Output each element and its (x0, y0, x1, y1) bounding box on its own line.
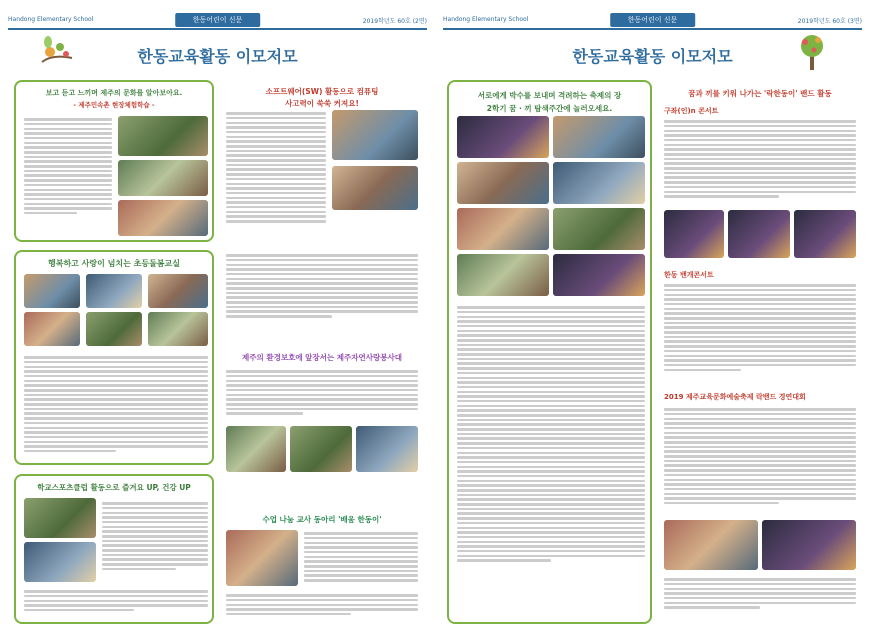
article-photo (664, 210, 724, 258)
article-body (24, 354, 208, 455)
article-photo (332, 110, 418, 160)
article-title: 수업 나눔 교사 동아리 '배움 한동이' (262, 515, 382, 524)
article-body (664, 282, 856, 373)
article-photo (728, 210, 790, 258)
article-photo (24, 274, 80, 308)
article-body (304, 530, 418, 584)
article-title: 제주의 환경보호에 앞장서는 제주자연사랑봉사대 (242, 353, 402, 362)
article-photo (457, 208, 549, 250)
article-subtitle: 사고력이 쑥쑥 커져요! (285, 99, 359, 108)
article-body (102, 500, 208, 573)
article-photo (24, 498, 96, 538)
article-photo (553, 116, 645, 158)
newspaper-title: 한동어린이 신문 (610, 13, 696, 27)
article-body (664, 406, 856, 507)
article-photo (794, 210, 856, 258)
school-name: Handong Elementary School (8, 16, 94, 23)
article-body (226, 110, 326, 225)
teacher-club-article (222, 510, 422, 628)
article-photo (148, 312, 208, 346)
article-photo (457, 116, 549, 158)
article-photo (148, 274, 208, 308)
newspaper-title: 한동어린이 신문 (175, 13, 261, 27)
band-article (660, 80, 860, 628)
article-title: 소프트웨어(SW) 활동으로 컴퓨팅 (265, 87, 379, 96)
article-subtitle: 2학기 꿈 · 끼 탐색주간에 놀러오세요. (486, 104, 613, 113)
article-title: 학교스포츠클럽 활동으로 즐겨요 UP, 건강 UP (37, 483, 191, 492)
article-photo (762, 520, 856, 570)
article-photo (553, 162, 645, 204)
folk-village-article (14, 80, 214, 242)
article-photo (553, 254, 645, 296)
care-classroom-article (14, 250, 214, 465)
article-photo (24, 542, 96, 582)
subsection-heading: 구좌(인)n 콘서트 (664, 107, 719, 115)
article-photo (24, 312, 80, 346)
subsection-heading: 한동 밴개콘서트 (664, 271, 714, 279)
article-photo (118, 160, 208, 196)
right-page (435, 0, 870, 638)
article-photo (226, 426, 286, 472)
article-body (664, 576, 856, 611)
article-photo (118, 116, 208, 156)
article-body (664, 118, 856, 200)
article-body (226, 368, 418, 417)
software-article (222, 80, 422, 345)
issue-date: 2019학년도 60호 (2면) (362, 18, 427, 25)
article-body (457, 304, 645, 564)
article-title: 보고 듣고 느끼며 제주의 문화를 알아보아요. (45, 89, 183, 97)
issue-date: 2019학년도 60호 (3면) (797, 18, 862, 25)
festival-article (447, 80, 652, 624)
article-title: 행복하고 사랑이 넘치는 초등돌봄교실 (47, 259, 180, 268)
school-name: Handong Elementary School (443, 16, 529, 23)
page-header (8, 14, 427, 30)
article-body (226, 592, 418, 618)
subsection-heading: 2019 제주교육문화예술축제 락밴드 경연대회 (664, 393, 806, 401)
article-photo (356, 426, 418, 472)
article-photo (290, 426, 352, 472)
article-photo (118, 200, 208, 236)
article-subtitle: - 제주민속촌 현장체험학습 - (73, 101, 155, 109)
article-photo (553, 208, 645, 250)
article-title: 서로에게 박수를 보내며 격려하는 축제의 장 (477, 91, 622, 100)
section-title: 한동교육활동 이모저모 (137, 47, 298, 66)
article-photo (226, 530, 298, 586)
article-photo (457, 162, 549, 204)
article-photo (86, 274, 142, 308)
section-title: 한동교육활동 이모저모 (572, 47, 733, 66)
article-photo (664, 520, 758, 570)
page-header (443, 14, 862, 30)
article-title: 꿈과 끼를 키워 나가는 '락한동이' 밴드 활동 (688, 89, 832, 98)
article-body (226, 252, 418, 320)
article-body (24, 588, 208, 614)
article-photo (332, 166, 418, 210)
article-photo (457, 254, 549, 296)
tree-icon (794, 30, 830, 72)
article-body (24, 116, 112, 217)
article-photo (86, 312, 142, 346)
sports-club-article (14, 474, 214, 624)
nature-volunteer-article (222, 348, 422, 506)
